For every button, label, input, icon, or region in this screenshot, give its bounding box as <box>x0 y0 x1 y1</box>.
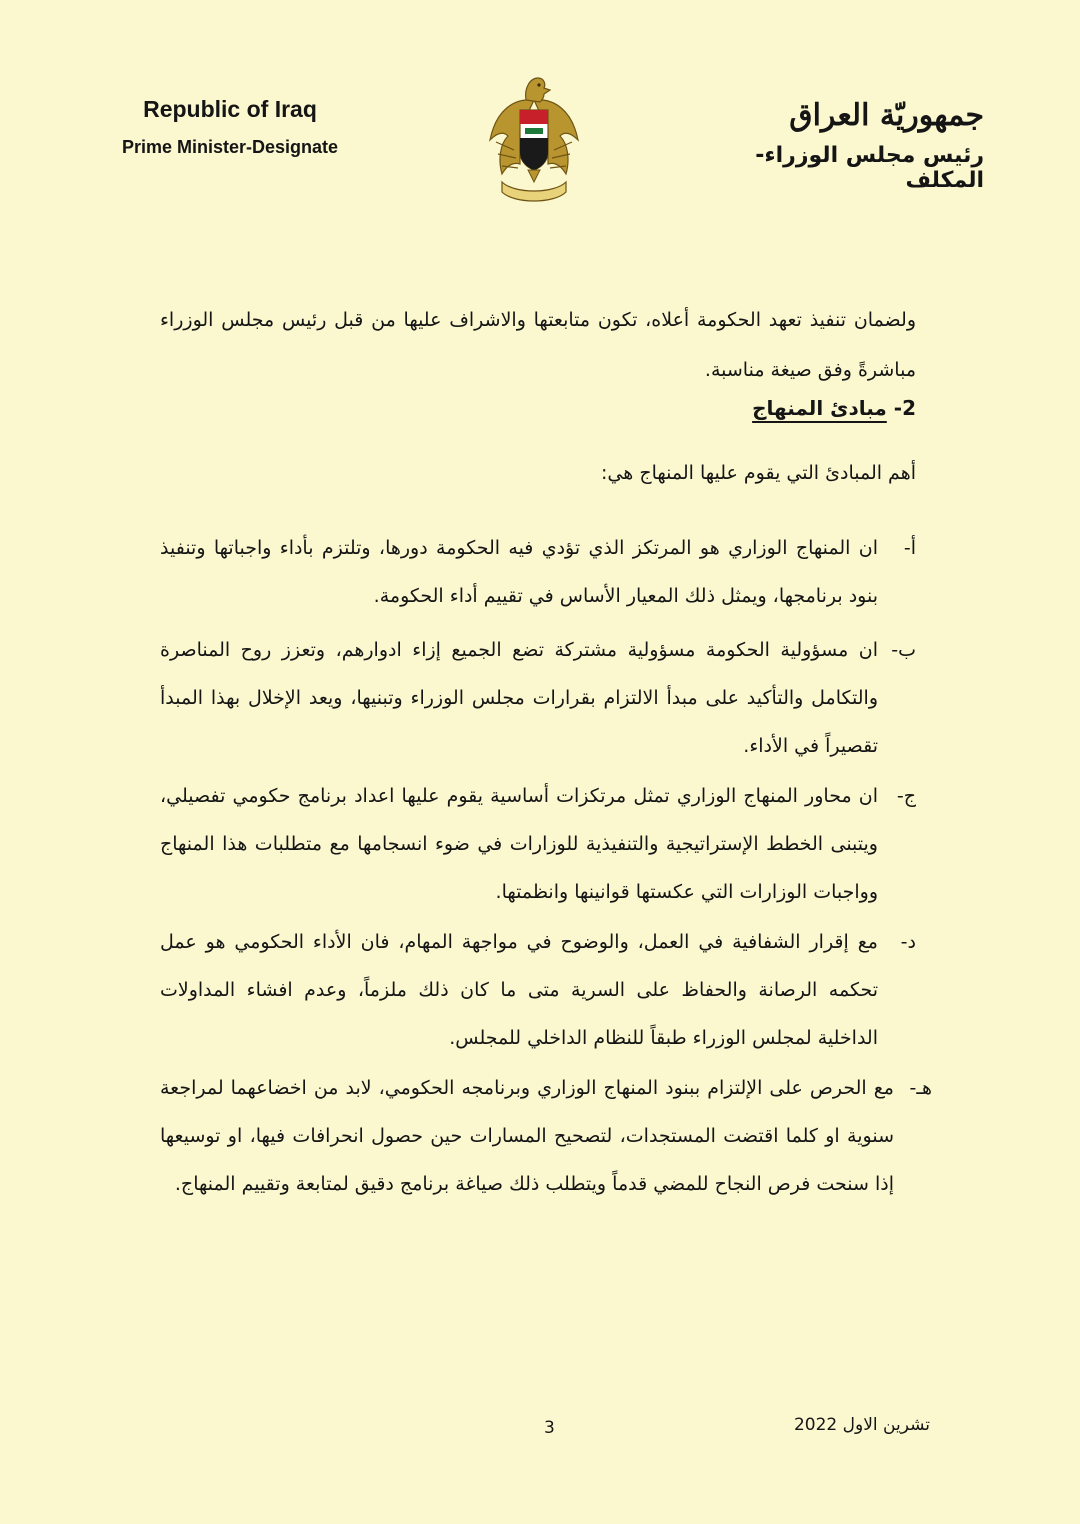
principle-item <box>160 524 916 620</box>
item-marker: هـ- <box>909 1077 932 1099</box>
header-ar-office: رئيس مجلس الوزراء-المكلف <box>755 143 984 193</box>
header-arabic <box>684 98 984 193</box>
section-number: 2- <box>893 396 916 420</box>
header-english <box>80 96 380 158</box>
section-lead: أهم المبادئ التي يقوم عليها المنهاج هي: <box>601 462 916 484</box>
principle-item <box>160 1064 932 1208</box>
header-en-country: Republic of Iraq <box>143 96 317 122</box>
item-marker: د- <box>900 931 916 953</box>
item-marker: ج- <box>896 785 916 807</box>
item-text: ان المنهاج الوزاري هو المرتكز الذي تؤدي فيه الحكومة دورها، وتلتزم بأداء واجباتها وتنفيذ بنود برنامجها، ويمثل ذلك المعيار الأساس في تقييم أداء الحكومة. <box>160 537 878 607</box>
item-marker: أ- <box>903 537 916 559</box>
item-text: ان محاور المنهاج الوزاري تمثل مرتكزات أساسية يقوم عليها اعداد برنامج حكومي تفصيلي، ويتبنى الخطط الإستراتيجية والتنفيذية للوزارات في ضوء انسجامها مع متطلبات هذا المنهاج وواجبات الوزارات التي عكستها قوانينها وانظمتها. <box>160 785 878 903</box>
intro-paragraph: ولضمان تنفيذ تعهد الحكومة أعلاه، تكون متابعتها والاشراف عليها من قبل رئيس مجلس الوزراء مباشرةً وفق صيغة مناسبة. <box>160 309 916 381</box>
item-text: مع الحرص على الإلتزام ببنود المنهاج الوزاري وبرنامجه الحكومي، لابد من اخضاعهما لمراجعة سنوية او كلما اقتضت المستجدات، لتصحيح المسارات حين حصول انحرافات فيها، او توسيعها إذا سنحت فرص النجاح للمضي قدماً ويتطلب ذلك صياغة برنامج دقيق لمتابعة وتقييم المنهاج. <box>160 1077 894 1195</box>
item-text: مع إقرار الشفافية في العمل، والوضوح في مواجهة المهام، فان الأداء الحكومي هو عمل تحكمه الرصانة والحفاظ على السرية متى ما كان ذلك ملزماً، وعدم افشاء المداولات الداخلية لمجلس الوزراء طبقاً للنظام الداخلي للمجلس. <box>160 931 878 1049</box>
item-marker: ب- <box>891 639 916 661</box>
principle-item <box>160 772 916 916</box>
header-en-office: Prime Minister-Designate <box>121 137 339 157</box>
section-heading <box>752 396 916 420</box>
page-number: 3 <box>544 1418 555 1438</box>
principle-item <box>160 918 916 1062</box>
principle-item <box>160 626 916 770</box>
item-text: ان مسؤولية الحكومة مسؤولية مشتركة تضع الجميع إزاء ادوارهم، وتعزز روح المناصرة والتكامل والتأكيد على مبدأ الالتزام بقرارات مجلس الوزراء وتبنيها، ويعد الإخلال بهذا المبدأ تقصيراً في الأداء. <box>160 639 878 757</box>
footer-date: تشرين الاول 2022 <box>793 1415 930 1435</box>
section-title: مبادئ المنهاج <box>752 396 887 420</box>
iraq-eagle-emblem-icon <box>484 70 584 210</box>
header-ar-country: جمهوريّة العراق <box>789 98 984 133</box>
